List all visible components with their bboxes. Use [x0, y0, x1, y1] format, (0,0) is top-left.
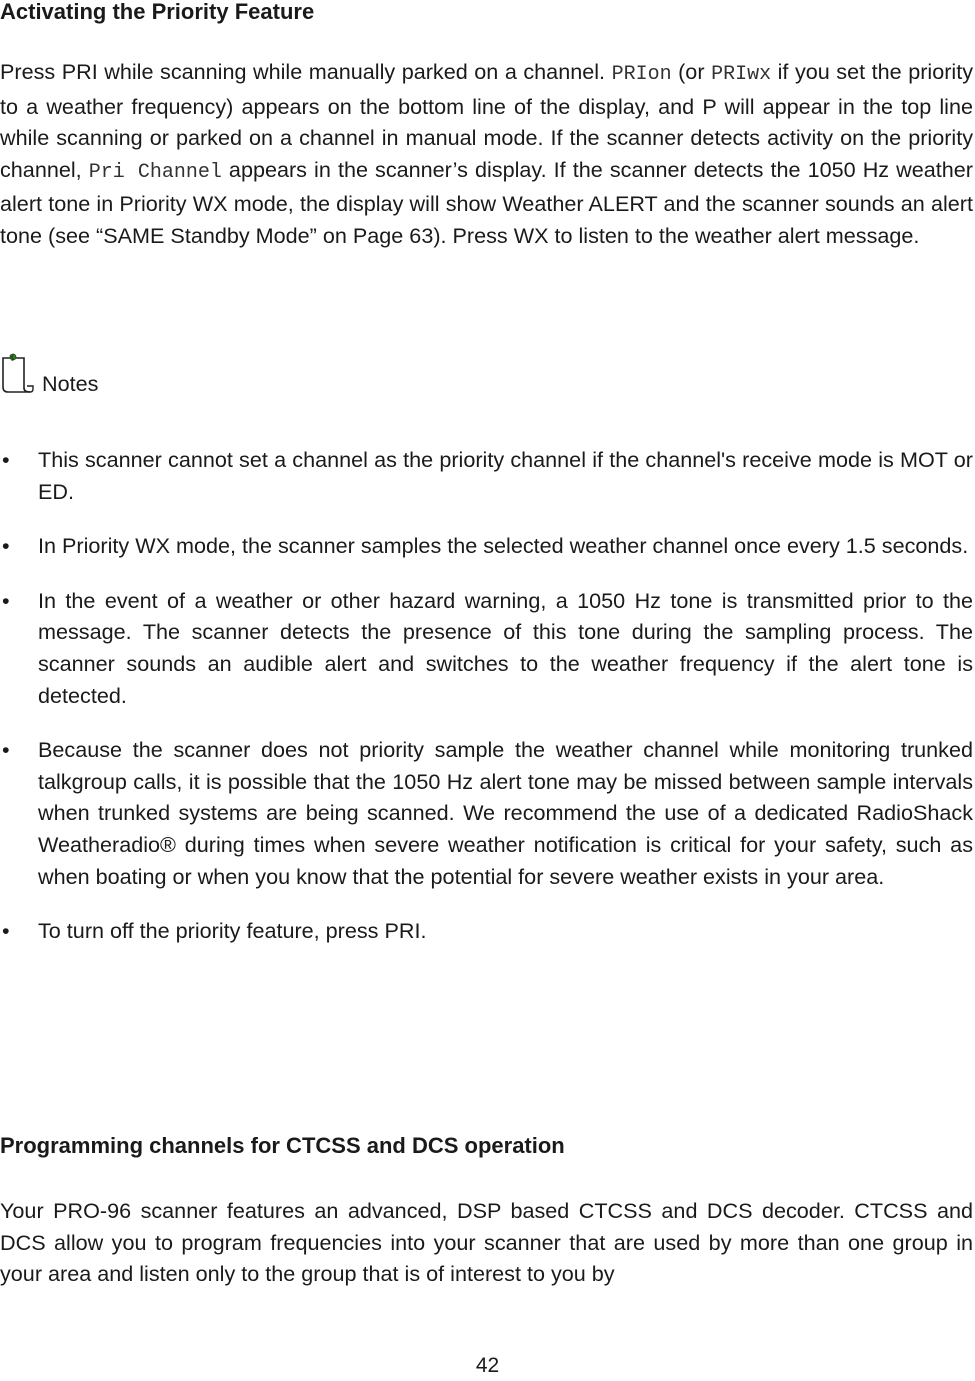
page-number: 42	[475, 1354, 500, 1377]
priority-paragraph	[0, 56, 973, 252]
display-text-mono: PRIon	[611, 63, 672, 86]
note-icon	[0, 352, 36, 396]
paragraph-text: appears in the scanner’s display. If the scanner detects the 1050 Hz weather alert tone in Priority WX mode, the display will show Weather ALERT and the scanner sounds an alert tone (see “SAME Standby Mode” on Page 63). Press WX to listen to the weather alert message.	[0, 156, 973, 248]
paragraph-text: Press PRI while scanning while manually parked on a channel.	[0, 59, 612, 84]
note-item	[0, 530, 973, 562]
paragraph-text: if you set the priority to a weather frequency) appears on the bottom line of the display, and P will appear in the top line while scanning or parked on a channel in manual mode. If the scanner detects activity on the priority channel,	[0, 59, 974, 182]
note-text: To turn off the priority feature, press PRI.	[38, 918, 427, 944]
section-heading-ctcss: Programming channels for CTCSS and DCS operation	[0, 1133, 565, 1158]
notes-list	[0, 444, 973, 970]
display-text-mono: Pri Channel	[88, 160, 222, 184]
paragraph-text: (or	[671, 59, 712, 84]
bullet-marker: •	[2, 737, 10, 763]
note-item	[0, 915, 973, 947]
note-text: In Priority WX mode, the scanner samples the selected weather channel once every 1.5 seconds.	[38, 533, 969, 559]
section-heading-priority: Activating the Priority Feature	[0, 0, 315, 24]
bullet-marker: •	[2, 447, 10, 472]
note-item	[0, 585, 973, 711]
notes-label	[0, 352, 98, 396]
display-text-mono: PRIwx	[711, 63, 772, 86]
note-text: In the event of a weather or other hazard warning, a 1050 Hz tone is transmitted prior to the message. The scanner detects the presence of this tone during the sampling process. The scanner sounds an audible alert and switches to the weather frequency if the alert tone is detected.	[38, 587, 973, 708]
bullet-marker: •	[2, 587, 10, 613]
note-text: This scanner cannot set a channel as the priority channel if the channel's receive mode is MOT or ED.	[38, 447, 973, 504]
notes-heading: Notes	[42, 371, 99, 396]
bullet-marker: •	[2, 533, 10, 559]
note-text: Because the scanner does not priority sample the weather channel while monitoring trunked talkgroup calls, it is possible that the 1050 Hz alert tone may be missed between sample intervals when trunked systems are being scanned. We recommend the use of a dedicated RadioShack Weatheradio® during times when severe weather notification is critical for your safety, such as when boating or when you know that the potential for severe weather exists in your area.	[38, 737, 973, 889]
ctcss-paragraph: Your PRO-96 scanner features an advanced, DSP based CTCSS and DCS decoder. CTCSS and DCS allow you to program frequencies into your scanner that are used by more than one group in your area and listen only to the group that is of interest to you by	[0, 1198, 973, 1287]
note-item	[0, 734, 973, 892]
note-item	[0, 444, 973, 507]
bullet-marker: •	[2, 918, 10, 944]
